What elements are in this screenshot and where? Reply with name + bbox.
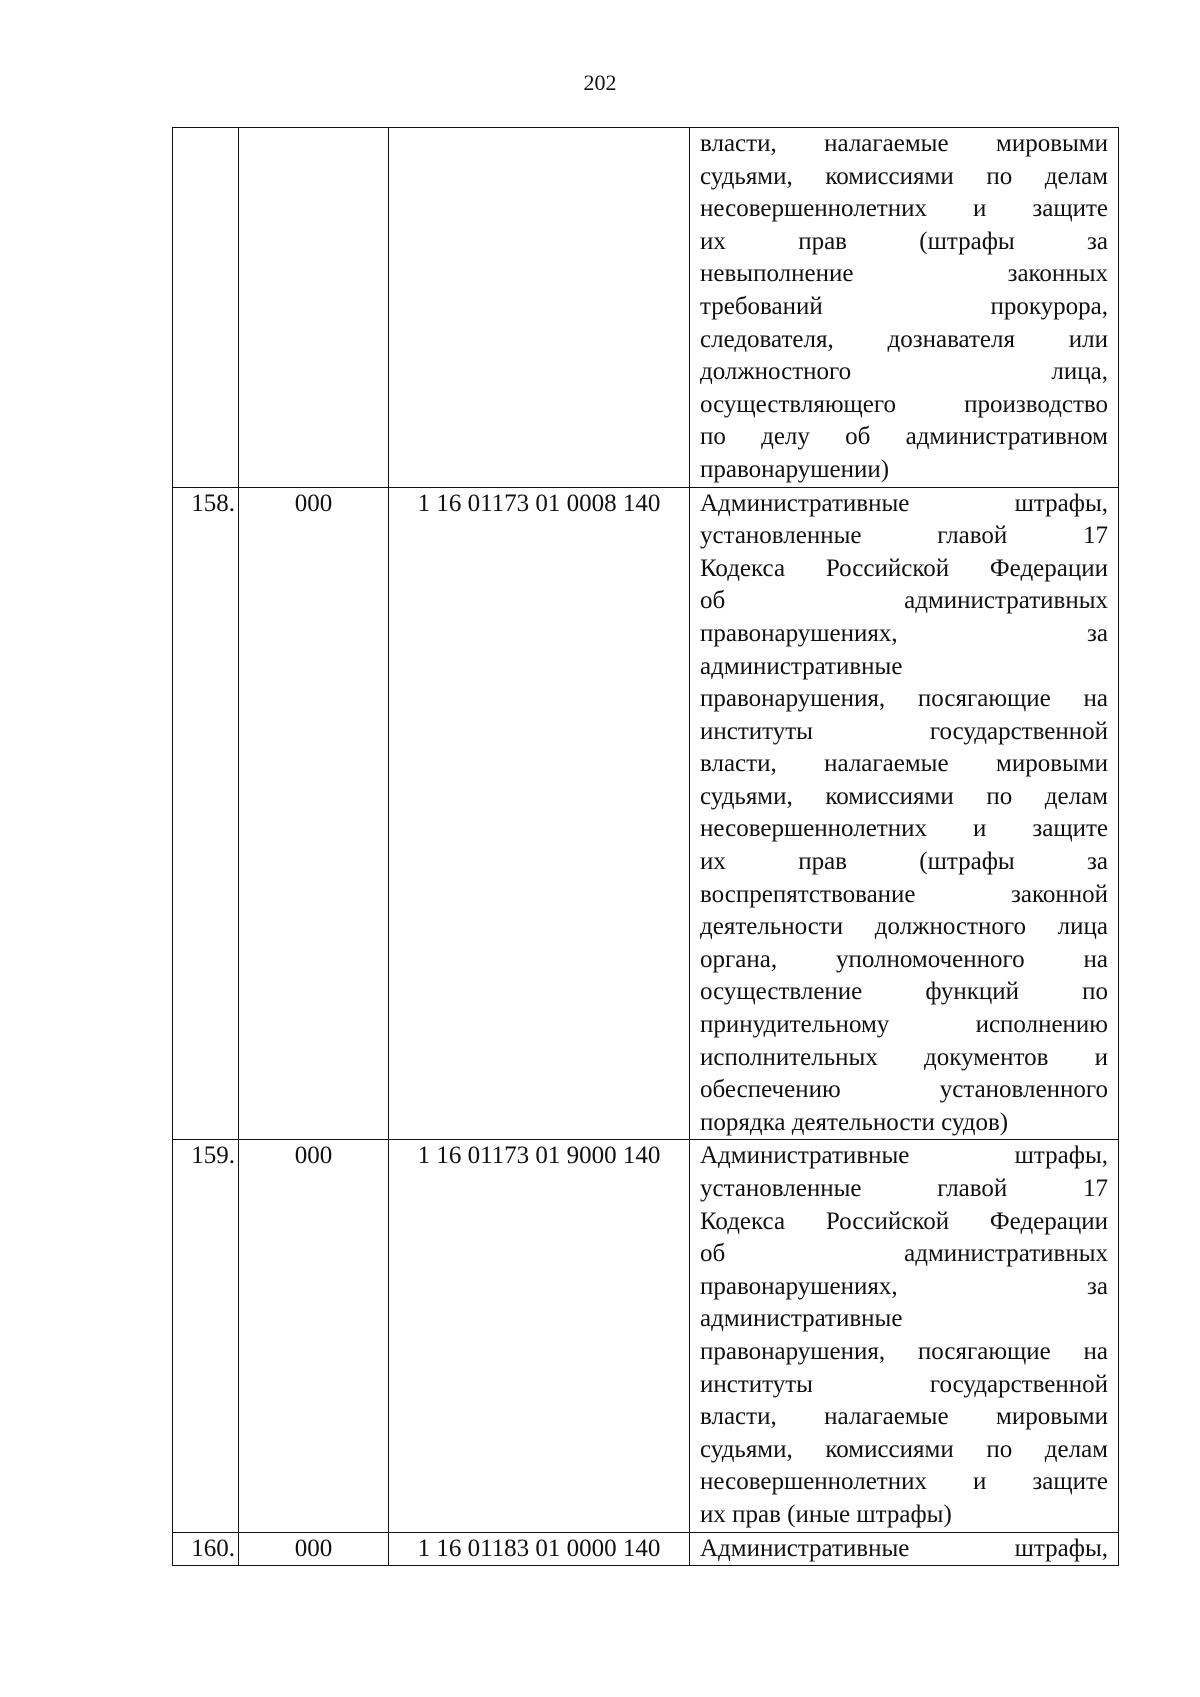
description-line: правонарушения, посягающие на xyxy=(700,685,1108,713)
description-line: институты государственной xyxy=(700,717,1108,745)
table-row xyxy=(173,487,1119,1140)
description-line: деятельности должностного лица xyxy=(700,913,1108,941)
description-line: несовершеннолетних и защите xyxy=(700,195,1108,223)
description-line: власти, налагаемые мировыми xyxy=(700,130,1108,157)
description-line: судьями, комиссиями по делам xyxy=(700,162,1108,190)
description-line: органа, уполномоченного на xyxy=(700,945,1108,973)
table-row xyxy=(173,1140,1119,1532)
income-description xyxy=(690,128,1119,488)
budget-classification-code xyxy=(389,128,690,488)
description-line: по делу об административном xyxy=(700,423,1108,451)
description-line: правонарушениях, за xyxy=(700,1272,1108,1300)
description-line: принудительному исполнению xyxy=(700,1011,1108,1039)
document-table-wrapper xyxy=(172,127,1119,1566)
budget-classification-code: 1 16 01173 01 9000 140 xyxy=(389,1140,690,1532)
row-number xyxy=(173,128,239,488)
description-line: административные xyxy=(700,652,903,680)
row-number: 159. xyxy=(173,1140,239,1532)
description-line: обеспечению установленного xyxy=(700,1076,1108,1104)
description-line: Кодекса Российской Федерации xyxy=(700,1207,1108,1235)
description-line: Административные штрафы, xyxy=(700,1142,1108,1170)
budget-classification-table xyxy=(172,127,1119,1566)
description-line: правонарушениях, за xyxy=(700,619,1108,647)
description-line: невыполнение законных xyxy=(700,260,1108,288)
description-line: судьями, комиссиями по делам xyxy=(700,1435,1108,1463)
description-line: власти, налагаемые мировыми xyxy=(700,1403,1108,1431)
description-line: Кодекса Российской Федерации xyxy=(700,554,1108,582)
administrator-code xyxy=(239,128,389,488)
description-line: правонарушении) xyxy=(700,455,890,483)
description-line: их прав (иные штрафы) xyxy=(700,1500,952,1528)
description-line: установленные главой 17 xyxy=(700,1175,1108,1202)
description-line: несовершеннолетних и защите xyxy=(700,1468,1108,1496)
budget-classification-code: 1 16 01183 01 0000 140 xyxy=(389,1532,690,1566)
budget-classification-code: 1 16 01173 01 0008 140 xyxy=(389,487,690,1140)
table-row xyxy=(173,1532,1119,1566)
administrator-code: 000 xyxy=(239,487,389,1140)
description-line: судьями, комиссиями по делам xyxy=(700,782,1108,810)
description-line: воспрепятствование законной xyxy=(700,880,1108,908)
description-line: установленные главой 17 xyxy=(700,522,1108,550)
description-line: власти, налагаемые мировыми xyxy=(700,750,1108,778)
description-line: их прав (штрафы за xyxy=(700,848,1108,876)
row-number: 160. xyxy=(173,1532,239,1566)
description-line: требований прокурора, xyxy=(700,292,1108,320)
description-line: Административные штрафы, xyxy=(700,1534,1108,1562)
income-description xyxy=(690,487,1119,1140)
description-line: следователя, дознавателя или xyxy=(700,325,1108,353)
income-description xyxy=(690,1140,1119,1532)
description-line: осуществление функций по xyxy=(700,978,1108,1006)
description-line: правонарушения, посягающие на xyxy=(700,1337,1108,1365)
description-line: институты государственной xyxy=(700,1370,1108,1398)
description-line: об административных xyxy=(700,587,1108,615)
row-number: 158. xyxy=(173,487,239,1140)
description-line: осуществляющего производство xyxy=(700,390,1108,418)
administrator-code: 000 xyxy=(239,1140,389,1532)
description-line: исполнительных документов и xyxy=(700,1043,1108,1071)
page-number: 202 xyxy=(583,70,617,95)
description-line: их прав (штрафы за xyxy=(700,227,1108,255)
description-line: порядка деятельности судов) xyxy=(700,1108,1009,1136)
description-line: должностного лица, xyxy=(700,358,1108,386)
description-line: об административных xyxy=(700,1240,1108,1268)
description-line: административные xyxy=(700,1305,903,1333)
table-row xyxy=(173,128,1119,488)
administrator-code: 000 xyxy=(239,1532,389,1566)
income-description xyxy=(690,1532,1119,1566)
description-line: несовершеннолетних и защите xyxy=(700,815,1108,843)
description-line: Административные штрафы, xyxy=(700,489,1108,517)
